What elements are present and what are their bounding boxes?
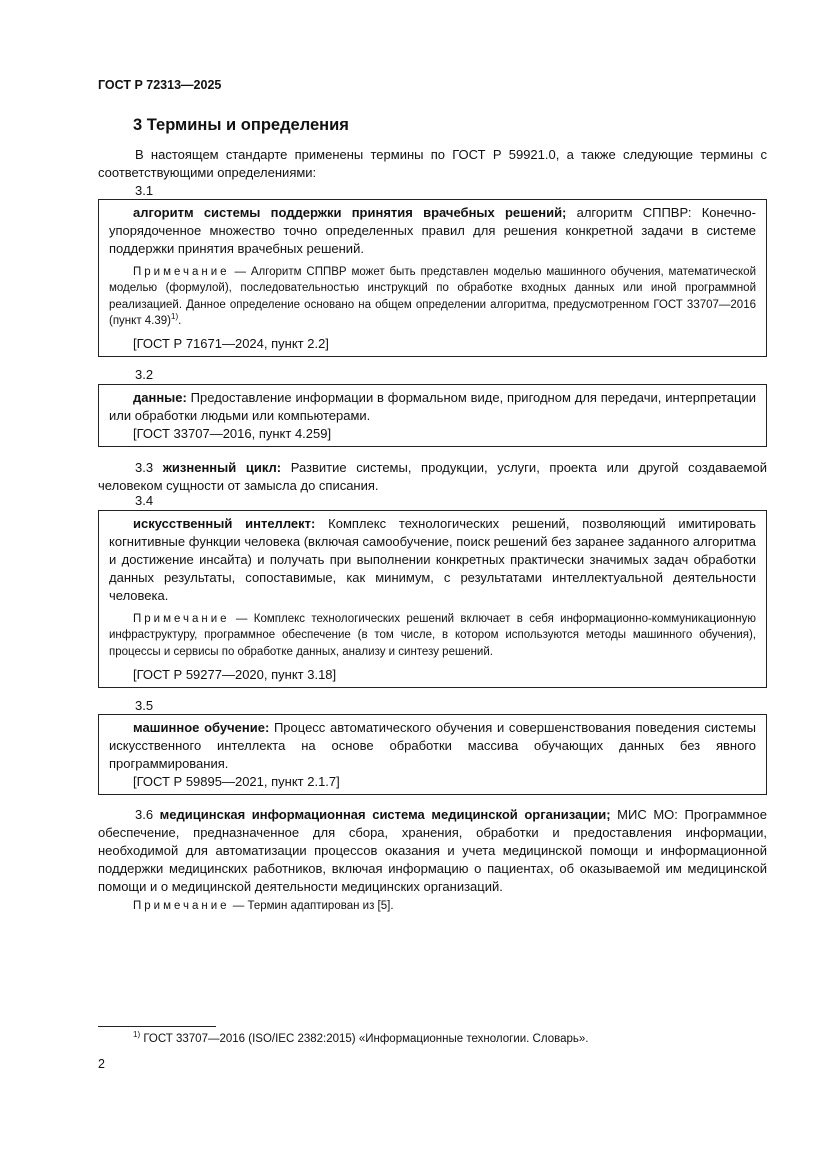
definition-text: Процесс автоматического обучения и совершенствования поведения системы искусственного интеллекта на основе обработки массива обучающих данных без явного программирования. (109, 720, 756, 771)
definition-text: Развитие системы, продукции, услуги, проекта или другой создаваемой человеком сущности от замысла до списания. (98, 460, 767, 493)
note (109, 264, 756, 329)
definition-text: Предоставление информации в формальном виде, пригодном для передачи, интерпретации или обработки людьми или компьютерами. (109, 390, 756, 423)
standard-header: ГОСТ Р 72313—2025 (98, 78, 222, 92)
term-box-3-5 (98, 714, 767, 795)
note (109, 611, 756, 660)
term-number: 3.3 (135, 460, 154, 475)
term-number: 3.4 (135, 493, 154, 508)
source-reference: [ГОСТ Р 71671—2024, пункт 2.2] (133, 336, 329, 352)
term-name: медицинская информационная система медицинской организации; (159, 807, 611, 822)
term-number: 3.6 (135, 807, 154, 822)
definition-text: Комплекс технологических решений, позволяющий имитировать когнитивные функции человека (включая самообучение, поиск решений без заранее заданного алгоритма и достижение инсайта) и получать при выполнении конкретных практически значимых задач обработки данных результаты, сопоставимые, как минимум, с результатами интеллектуальной деятельности человека. (109, 516, 756, 603)
term-box-3-2 (98, 384, 767, 447)
footnote-ref: 1) (171, 312, 179, 322)
footnote-divider (98, 1026, 216, 1027)
term-3-6 (98, 806, 767, 896)
term-definition (109, 389, 756, 425)
footnote-mark: 1) (133, 1030, 141, 1040)
definition-text: МИС МО: Программное обеспечение, предназначенное для сбора, хранения, обработки и предоставления информации, необходимой для автоматизации процессов оказания и учета медицинской помощи и информационной поддержки медицинских работников, включая информацию о пациентах, об оказываемой им медицинской помощи и о медицинской деятельности медицинских организаций. (98, 807, 767, 894)
term-number: 3.2 (135, 367, 154, 382)
source-reference: [ГОСТ Р 59895—2021, пункт 2.1.7] (133, 774, 340, 789)
term-definition (109, 204, 756, 258)
term-name: жизненный цикл: (162, 460, 282, 475)
page-number: 2 (98, 1057, 105, 1071)
footnote (133, 1030, 589, 1045)
section-title: 3 Термины и определения (133, 116, 349, 134)
footnote-text: ГОСТ 33707—2016 (ISO/IEC 2382:2015) «Информационные технологии. Словарь». (140, 1033, 589, 1045)
note-text: — Алгоритм СППВР может быть представлен моделью машинного обучения, математической моделью (формулой), последовательностью инструкций по обработке входных данных или иной программной реализацией. Данное определение основано на общем определении алгоритма, предусмотренном ГОСТ 33707—2016 (пункт 4.39) (109, 266, 756, 327)
term-definition (109, 719, 756, 773)
term-name: данные: (133, 390, 187, 405)
term-number: 3.1 (135, 183, 154, 198)
term-name: алгоритм системы поддержки принятия врачебных решений; (133, 205, 567, 220)
note-label: Примечание (133, 613, 230, 625)
term-number: 3.5 (135, 698, 154, 713)
term-box-3-1 (98, 199, 767, 357)
note-label: Примечание (133, 900, 230, 912)
term-3-3 (98, 459, 767, 495)
definition-text: алгоритм СППВР: Конечно-упорядоченное множество точно определенных правил для решения конкретной задачи в системе поддержки принятия врачебных решений. (109, 205, 756, 256)
note-label: Примечание (133, 266, 230, 278)
note-text: — Комплекс технологических решений включает в себя информационно-коммуникационную инфраструктуру, программное обеспечение (в том числе, в котором используются методы машинного обучения), процессы и сервисы по обработке данных, анализу и синтезу решений. (109, 613, 756, 658)
intro-paragraph: В настоящем стандарте применены термины по ГОСТ Р 59921.0, а также следующие термины с соответствующими определениями: (98, 147, 767, 180)
note-end: . (178, 314, 182, 327)
term-name: искусственный интеллект: (133, 516, 316, 531)
term-definition (109, 515, 756, 605)
term-name: машинное обучение: (133, 720, 270, 735)
term-box-3-4 (98, 510, 767, 688)
source-reference: [ГОСТ 33707—2016, пункт 4.259] (133, 426, 332, 441)
source-reference: [ГОСТ Р 59277—2020, пункт 3.18] (133, 666, 337, 682)
note-text: — Термин адаптирован из [5]. (229, 900, 394, 912)
note (133, 898, 394, 914)
